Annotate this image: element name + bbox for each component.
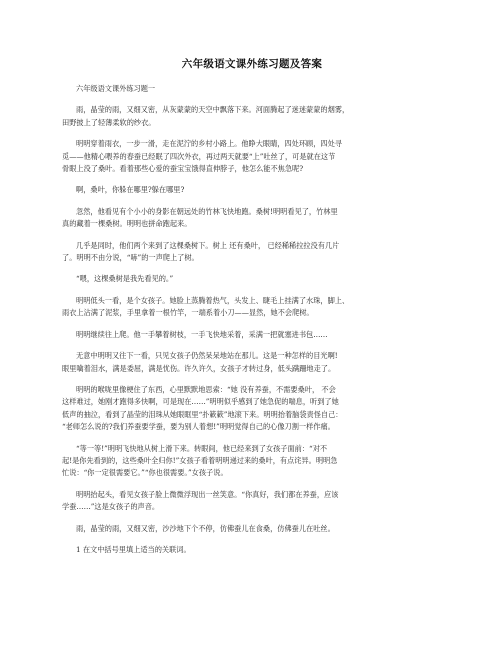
paragraph-line: 忽然，他看见有个小小的身影在朝远处的竹林飞快地跑。桑树!明明看见了，竹林里: [76, 206, 338, 216]
paragraph-line: 骨眼上没了桑叶。看着那些心爱的蚕宝宝饿得直伸脖子，他怎么能不焦急呢?: [62, 164, 304, 174]
paragraph-line: 明明的喉咙里像梗住了东西，心里默默地思索：“她 没有养蚕，不需要桑叶， 不会: [76, 384, 336, 394]
paragraph-line: 真的藏着一棵桑树。明明也拼命跑起来。: [62, 219, 192, 229]
paragraph-line: 明明穿着雨衣，一步一滑，走在泥泞的乡村小路上。他睁大眼睛，四处环顾，四处寻: [76, 139, 342, 149]
paragraph-line: 明明继续往上爬。他一手攀着树枝，一手飞快地采着，采满一把就塞进书包……: [76, 329, 328, 339]
section-heading-text: 六年级语文课外练习题一: [76, 84, 156, 93]
paragraph: [62, 240, 442, 265]
paragraph: [62, 384, 442, 434]
paragraph: [62, 329, 442, 341]
paragraph-line: 雨，晶莹的雨，又细又密，沙沙地下个不停，仿佛蚕儿在食桑，仿佛蚕儿在吐丝。: [76, 523, 335, 533]
paragraph: [62, 523, 442, 535]
paragraph: [62, 104, 442, 129]
paragraph-line: 觅——他精心喂养的春蚕已经眠了四次外衣，再过两天就要“上”吐丝了，可是就在这节: [62, 151, 336, 161]
paragraph-line: 这样难过，她刚才跑得多快啊，可是现在……”明明似乎感到了她急促的喘息，听到了她: [62, 397, 339, 407]
document-title: 六年级语文课外练习题及答案: [181, 58, 323, 70]
paragraph-line: 无意中明明又往下一看，只见女孩子仍然呆呆地站在那儿。这是一种怎样的目光啊!: [76, 351, 338, 361]
paragraph: [62, 206, 442, 231]
paragraph-line: 雨，晶莹的雨，又细又密，从灰蒙蒙的天空中飘落下来。河面腾起了迷迷蒙蒙的烟雾，: [76, 105, 350, 115]
paragraph: [62, 138, 442, 175]
paragraph: [62, 443, 442, 480]
paragraph-line: “喂，这棵桑树是我先看见的。”: [76, 274, 174, 284]
paragraph-line: 了。明明不由分说，“哧”的一声爬上了树。: [62, 253, 199, 263]
paragraph-line: 啊，桑叶，你躲在哪里?躲在哪里?: [76, 185, 185, 195]
paragraph: [62, 184, 442, 196]
paragraph-line: 眼里噙着泪水，满是委屈，满是忧伤。许久许久，女孩子才转过身，低头蹒跚地走了。: [62, 363, 336, 373]
paragraph-line: “等一等!”明明飞快地从树上滑下来。转眼间，他已经来到了女孩子面前：“对不: [76, 443, 328, 453]
paragraph-line: 明明低头一看，是个女孩子。她脸上蒸腾着热气，头发上、睫毛上挂满了水珠，脚上、: [76, 295, 350, 305]
paragraph-line: 起!是你先看到的，这些桑叶全归你!”女孩子看着明明递过来的桑叶，有点诧异。明明急: [62, 455, 338, 465]
paragraph-line: 忙说：“你一定很需要它。”“你也很需要。”女孩子说。: [62, 468, 228, 478]
paragraph-line: 学蚕……”这是女孩子的声音。: [62, 502, 160, 512]
paragraph-line: 田野披上了轻薄柔软的纱衣。: [62, 117, 156, 127]
paragraph: [62, 350, 442, 375]
paragraph-line: “老师怎么说的?我们养蚕要学蚕，要为别人着想!”明明觉得自己的心像刀割一样作痛。: [62, 422, 335, 432]
paragraph: [62, 489, 442, 514]
document-body: [62, 83, 442, 556]
paragraph-line: 1 在文中括号里填上适当的关联词。: [76, 544, 191, 554]
paragraph: [62, 273, 442, 285]
paragraph: [62, 295, 442, 320]
paragraph-line: 几乎是同时，他们两个来到了这棵桑树下。树上 还有桑叶， 已经稀稀拉拉没有几片: [76, 240, 340, 250]
section-heading: [62, 83, 442, 95]
paragraph-line: 明明抬起头，看见女孩子脸上微微浮现出一丝笑意。“你真好，我们都在养蚕，应该: [76, 489, 339, 499]
paragraph-line: 雨衣上沾满了泥浆，手里拿着一根竹竿，一端系着小刀——显然，她不会爬树。: [62, 308, 314, 318]
paragraph: [62, 544, 442, 556]
paragraph-line: 低声的抽泣，看到了晶莹的泪珠从她眼眶里“扑簌簌”地滚下来。明明抬着脑袋责怪自己：: [62, 409, 343, 419]
